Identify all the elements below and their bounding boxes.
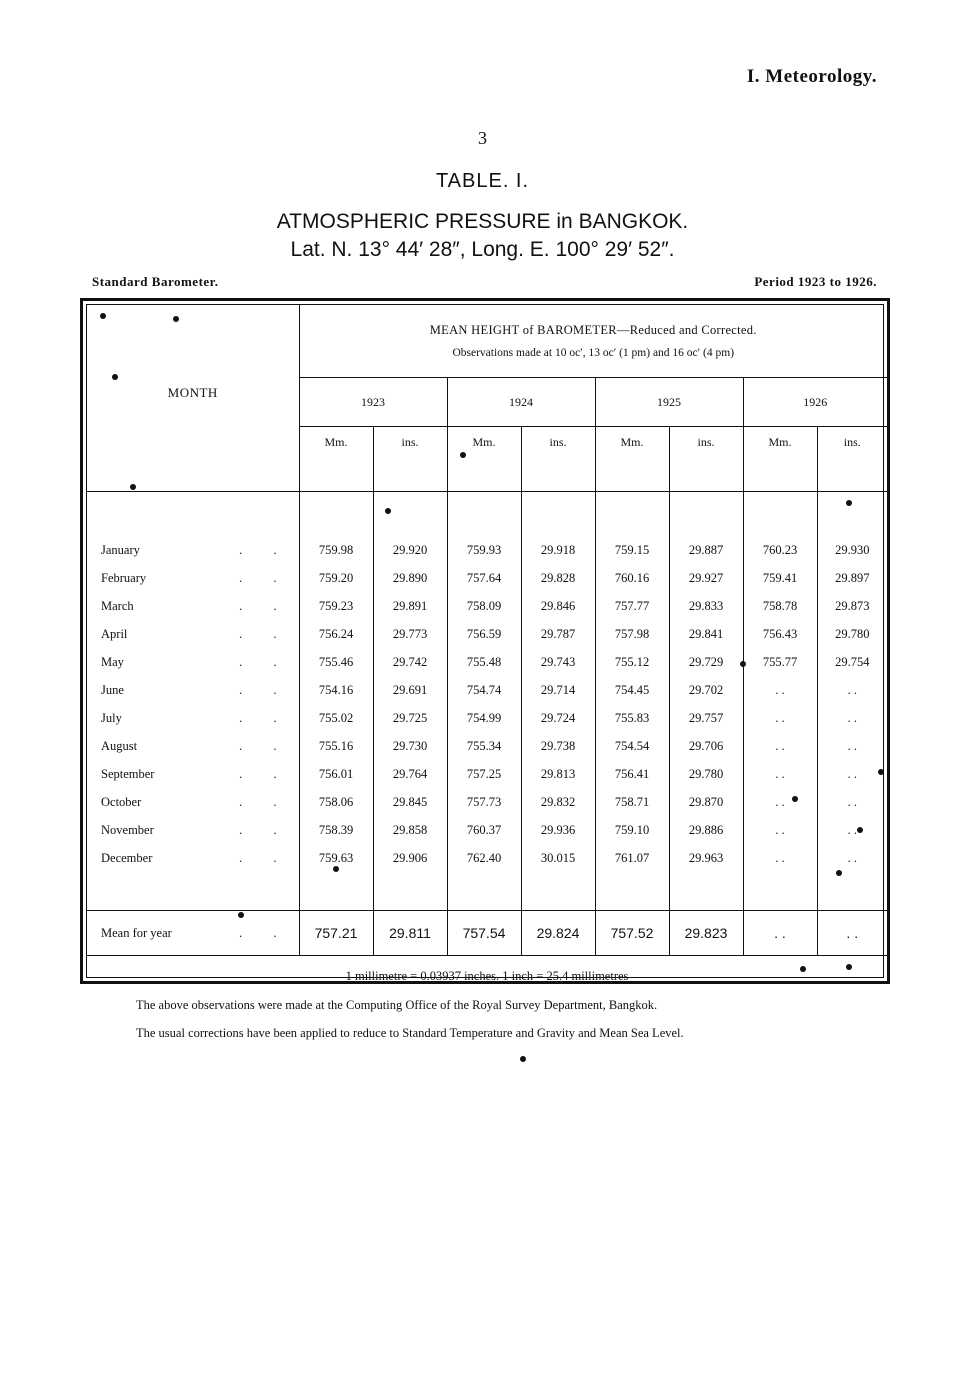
value-ins-1924: 29.714 bbox=[521, 676, 595, 704]
value-mm-1925: 754.45 bbox=[595, 676, 669, 704]
value-mm-1923: 755.02 bbox=[299, 704, 373, 732]
value-mm-1926: . . bbox=[743, 760, 817, 788]
value-mm-1926: 758.78 bbox=[743, 592, 817, 620]
value-ins-1924: 29.813 bbox=[521, 760, 595, 788]
value-ins-1923: 29.845 bbox=[373, 788, 447, 816]
unit-header-ins: ins. bbox=[373, 427, 447, 492]
value-ins-1924: 29.724 bbox=[521, 704, 595, 732]
month-label: January . . bbox=[101, 542, 291, 557]
value-mm-1926: 756.43 bbox=[743, 620, 817, 648]
page-number: 3 bbox=[478, 128, 487, 148]
value-ins-1926: . . bbox=[817, 676, 887, 704]
value-ins-1924: 29.832 bbox=[521, 788, 595, 816]
table-row bbox=[87, 648, 887, 676]
mean-mm-1923: 757.21 bbox=[299, 911, 373, 956]
print-speck bbox=[878, 769, 884, 775]
value-ins-1923: 29.891 bbox=[373, 592, 447, 620]
value-mm-1924: 755.34 bbox=[447, 732, 521, 760]
value-ins-1926: 29.754 bbox=[817, 648, 887, 676]
value-ins-1925: 29.780 bbox=[669, 760, 743, 788]
monthly-rows bbox=[87, 536, 887, 872]
value-mm-1923: 756.01 bbox=[299, 760, 373, 788]
value-mm-1924: 762.40 bbox=[447, 844, 521, 872]
value-ins-1924: 29.743 bbox=[521, 648, 595, 676]
value-ins-1924: 29.918 bbox=[521, 536, 595, 564]
value-mm-1924: 757.64 bbox=[447, 564, 521, 592]
value-mm-1926: . . bbox=[743, 704, 817, 732]
print-speck bbox=[792, 796, 798, 802]
unit-header-ins: ins. bbox=[817, 427, 887, 492]
value-mm-1923: 754.16 bbox=[299, 676, 373, 704]
month-label: May . . bbox=[101, 654, 291, 669]
table-row bbox=[87, 592, 887, 620]
month-label: April . . bbox=[101, 626, 291, 641]
value-ins-1923: 29.725 bbox=[373, 704, 447, 732]
table-row bbox=[87, 816, 887, 844]
print-speck bbox=[857, 827, 863, 833]
value-ins-1925: 29.841 bbox=[669, 620, 743, 648]
footnote-corrections: The usual corrections have been applied to reduce to Standard Temperature and Gravity and Mean Sea Level. bbox=[136, 1026, 684, 1040]
value-ins-1925: 29.887 bbox=[669, 536, 743, 564]
print-speck bbox=[836, 870, 842, 876]
table-row bbox=[87, 676, 887, 704]
unit-header-ins: ins. bbox=[521, 427, 595, 492]
print-speck bbox=[800, 966, 806, 972]
print-speck bbox=[112, 374, 118, 380]
year-header-1925: 1925 bbox=[595, 378, 743, 427]
unit-header-mm: Mm. bbox=[595, 427, 669, 492]
value-ins-1926: 29.873 bbox=[817, 592, 887, 620]
value-ins-1925: 29.927 bbox=[669, 564, 743, 592]
value-ins-1924: 30.015 bbox=[521, 844, 595, 872]
value-ins-1925: 29.706 bbox=[669, 732, 743, 760]
value-mm-1925: 761.07 bbox=[595, 844, 669, 872]
location-coordinates: Lat. N. 13° 44′ 28″, Long. E. 100° 29′ 52″. bbox=[290, 238, 675, 261]
table-row bbox=[87, 620, 887, 648]
mean-mm-1924: 757.54 bbox=[447, 911, 521, 956]
month-label: December . . bbox=[101, 850, 291, 865]
year-header-1924: 1924 bbox=[447, 378, 595, 427]
value-ins-1923: 29.730 bbox=[373, 732, 447, 760]
table-row bbox=[87, 732, 887, 760]
value-mm-1926: 760.23 bbox=[743, 536, 817, 564]
value-ins-1926: . . bbox=[817, 788, 887, 816]
value-mm-1926: 755.77 bbox=[743, 648, 817, 676]
value-ins-1923: 29.773 bbox=[373, 620, 447, 648]
section-heading: I. Meteorology. bbox=[746, 66, 877, 87]
observations-note: Observations made at 10 oc′, 13 oc′ (1 pm) and 16 oc′ (4 pm) bbox=[452, 347, 735, 359]
print-speck bbox=[460, 452, 466, 458]
value-mm-1923: 759.20 bbox=[299, 564, 373, 592]
unit-header-mm: Mm. bbox=[743, 427, 817, 492]
period-label: Period 1923 to 1926. bbox=[754, 274, 877, 289]
value-mm-1926: . . bbox=[743, 844, 817, 872]
mean-row-label: Mean for year . . bbox=[87, 911, 299, 956]
value-ins-1925: 29.729 bbox=[669, 648, 743, 676]
value-mm-1924: 754.99 bbox=[447, 704, 521, 732]
value-mm-1926: . . bbox=[743, 816, 817, 844]
unit-header-mm: Mm. bbox=[447, 427, 521, 492]
table-row bbox=[87, 844, 887, 872]
mean-ins-1924: 29.824 bbox=[521, 911, 595, 956]
value-ins-1924: 29.846 bbox=[521, 592, 595, 620]
value-mm-1923: 756.24 bbox=[299, 620, 373, 648]
value-mm-1926: . . bbox=[743, 732, 817, 760]
print-speck bbox=[238, 912, 244, 918]
value-mm-1924: 755.48 bbox=[447, 648, 521, 676]
mean-height-header bbox=[299, 305, 887, 378]
year-header-1923: 1923 bbox=[299, 378, 447, 427]
value-ins-1926: 29.930 bbox=[817, 536, 887, 564]
value-mm-1925: 755.12 bbox=[595, 648, 669, 676]
value-mm-1925: 757.98 bbox=[595, 620, 669, 648]
month-column-header: MONTH bbox=[167, 385, 218, 400]
value-ins-1924: 29.936 bbox=[521, 816, 595, 844]
instrument-label: Standard Barometer. bbox=[92, 274, 219, 289]
table-row bbox=[87, 788, 887, 816]
value-mm-1926: . . bbox=[743, 676, 817, 704]
value-mm-1925: 760.16 bbox=[595, 564, 669, 592]
month-label: October . . bbox=[101, 794, 291, 809]
value-mm-1923: 759.63 bbox=[299, 844, 373, 872]
value-mm-1924: 758.09 bbox=[447, 592, 521, 620]
value-mm-1924: 757.25 bbox=[447, 760, 521, 788]
value-ins-1925: 29.886 bbox=[669, 816, 743, 844]
year-header-1926: 1926 bbox=[743, 378, 887, 427]
value-mm-1923: 759.98 bbox=[299, 536, 373, 564]
value-mm-1925: 759.15 bbox=[595, 536, 669, 564]
table-frame bbox=[80, 298, 890, 984]
print-speck bbox=[520, 1056, 526, 1062]
print-speck bbox=[173, 316, 179, 322]
value-mm-1926: 759.41 bbox=[743, 564, 817, 592]
value-ins-1926: . . bbox=[817, 760, 887, 788]
month-label: March . . bbox=[101, 598, 291, 613]
value-ins-1923: 29.890 bbox=[373, 564, 447, 592]
value-ins-1926: 29.780 bbox=[817, 620, 887, 648]
value-ins-1925: 29.963 bbox=[669, 844, 743, 872]
value-ins-1926: . . bbox=[817, 816, 887, 844]
table-row bbox=[87, 536, 887, 564]
month-label: February . . bbox=[101, 570, 291, 585]
value-ins-1925: 29.702 bbox=[669, 676, 743, 704]
footnote-observations: The above observations were made at the Computing Office of the Royal Survey Department, Bangkok. bbox=[136, 998, 658, 1012]
value-mm-1923: 759.23 bbox=[299, 592, 373, 620]
table-title: ATMOSPHERIC PRESSURE in BANGKOK. bbox=[276, 210, 689, 233]
print-speck bbox=[846, 500, 852, 506]
value-ins-1925: 29.870 bbox=[669, 788, 743, 816]
mean-ins-1926: . . bbox=[817, 911, 887, 956]
month-label: June . . bbox=[101, 682, 291, 697]
mean-ins-1925: 29.823 bbox=[669, 911, 743, 956]
value-mm-1924: 757.73 bbox=[447, 788, 521, 816]
value-ins-1925: 29.833 bbox=[669, 592, 743, 620]
month-label: September . . bbox=[101, 766, 291, 781]
value-mm-1924: 754.74 bbox=[447, 676, 521, 704]
month-label: November . . bbox=[101, 822, 291, 837]
value-mm-1924: 760.37 bbox=[447, 816, 521, 844]
mean-mm-1926: . . bbox=[743, 911, 817, 956]
value-ins-1923: 29.858 bbox=[373, 816, 447, 844]
value-mm-1925: 755.83 bbox=[595, 704, 669, 732]
table-row bbox=[87, 760, 887, 788]
value-ins-1924: 29.787 bbox=[521, 620, 595, 648]
print-speck bbox=[100, 313, 106, 319]
value-ins-1924: 29.738 bbox=[521, 732, 595, 760]
table-row bbox=[87, 564, 887, 592]
value-mm-1923: 755.46 bbox=[299, 648, 373, 676]
value-mm-1925: 754.54 bbox=[595, 732, 669, 760]
value-mm-1925: 759.10 bbox=[595, 816, 669, 844]
value-ins-1923: 29.764 bbox=[373, 760, 447, 788]
table-inner-frame bbox=[86, 304, 884, 983]
value-ins-1923: 29.920 bbox=[373, 536, 447, 564]
value-mm-1923: 755.16 bbox=[299, 732, 373, 760]
value-mm-1926: . . bbox=[743, 788, 817, 816]
value-ins-1926: . . bbox=[817, 732, 887, 760]
mean-mm-1925: 757.52 bbox=[595, 911, 669, 956]
unit-header-mm: Mm. bbox=[299, 427, 373, 492]
value-ins-1923: 29.742 bbox=[373, 648, 447, 676]
pressure-table bbox=[87, 305, 887, 996]
value-mm-1925: 758.71 bbox=[595, 788, 669, 816]
month-label: July . . bbox=[101, 710, 291, 725]
table-row bbox=[87, 704, 887, 732]
unit-conversion-note: 1 millimetre = 0.03937 inches. 1 inch = 25.4 millimetres bbox=[345, 968, 629, 983]
print-speck bbox=[740, 661, 746, 667]
value-ins-1923: 29.691 bbox=[373, 676, 447, 704]
table-number: TABLE. I. bbox=[435, 170, 530, 192]
value-mm-1924: 759.93 bbox=[447, 536, 521, 564]
value-ins-1925: 29.757 bbox=[669, 704, 743, 732]
mean-height-title: MEAN HEIGHT of BAROMETER—Reduced and Corrected. bbox=[429, 323, 757, 337]
print-speck bbox=[333, 866, 339, 872]
value-mm-1925: 756.41 bbox=[595, 760, 669, 788]
mean-ins-1923: 29.811 bbox=[373, 911, 447, 956]
print-speck bbox=[130, 484, 136, 490]
mean-for-year-row bbox=[87, 911, 887, 956]
value-mm-1923: 758.06 bbox=[299, 788, 373, 816]
month-label: August . . bbox=[101, 738, 291, 753]
value-mm-1923: 758.39 bbox=[299, 816, 373, 844]
value-ins-1924: 29.828 bbox=[521, 564, 595, 592]
print-speck bbox=[385, 508, 391, 514]
value-ins-1926: . . bbox=[817, 704, 887, 732]
value-ins-1926: . . bbox=[817, 844, 887, 872]
value-ins-1926: 29.897 bbox=[817, 564, 887, 592]
value-mm-1924: 756.59 bbox=[447, 620, 521, 648]
print-speck bbox=[846, 964, 852, 970]
unit-header-ins: ins. bbox=[669, 427, 743, 492]
value-ins-1923: 29.906 bbox=[373, 844, 447, 872]
value-mm-1925: 757.77 bbox=[595, 592, 669, 620]
